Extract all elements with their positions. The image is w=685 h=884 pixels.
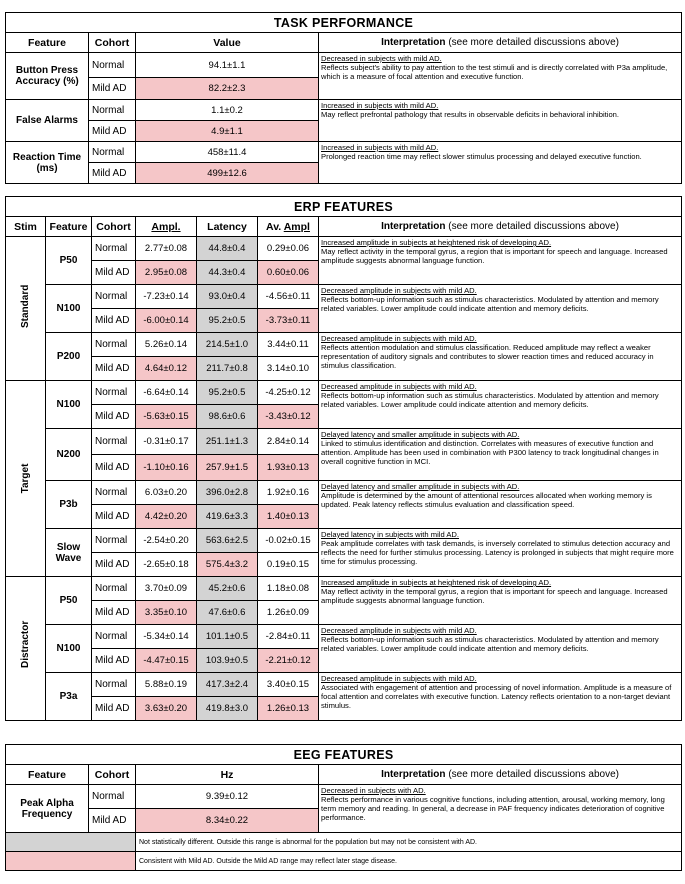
interpretation-text: Reflects bottom-up information such as stimulus characteristics. Modulated by attention and memory related variables. Lower amplitude could indicate attention and memory deficits.	[321, 295, 659, 313]
ampl-normal: -0.31±0.17	[136, 429, 197, 455]
value-mild: 4.9±1.1	[136, 121, 319, 142]
task-cohort-header: Cohort	[89, 33, 136, 53]
interpretation-text: Reflects performance in various cognitive functions, including attention, arousal, working memory, long term memory and reading. In general, a decrease in PAF frequency indicates deterioration of cognitive performance.	[321, 795, 665, 822]
avampl-normal: -0.02±0.15	[258, 529, 319, 553]
feature-name: N100	[46, 625, 92, 673]
feature-name: N100	[46, 381, 92, 429]
erp-avampl-header: Av. Ampl	[258, 217, 319, 237]
cohort-normal: Normal	[89, 785, 136, 809]
table-row	[6, 429, 682, 455]
interpretation-lead: Decreased in subjects with AD.	[321, 786, 426, 795]
stim-label	[6, 577, 46, 721]
interpretation-cell	[319, 785, 682, 833]
cohort-normal: Normal	[92, 673, 136, 697]
avampl-mild: 0.19±0.15	[258, 553, 319, 577]
latency-mild: 47.6±0.6	[197, 601, 258, 625]
cohort-mild: Mild AD	[89, 163, 136, 184]
latency-normal: 44.8±0.4	[197, 237, 258, 261]
erp-ampl-header: Ampl.	[136, 217, 197, 237]
latency-mild: 257.9±1.5	[197, 455, 258, 481]
avampl-normal: -2.84±0.11	[258, 625, 319, 649]
erp-latency-header: Latency	[197, 217, 258, 237]
interpretation-lead: Delayed latency and smaller amplitude in subjects with AD.	[321, 482, 520, 491]
interpretation-text: Reflects attention modulation and stimulus classification. Reduced amplitude may reflect a weaker representation of auditory signals and contributes to slower reaction times and reduced accuracy in stimulus classification.	[321, 343, 654, 370]
table-row	[6, 381, 682, 405]
interpretation-text: Reflects subject's ability to pay attention to the test stimuli and is directly correlated with P3a amplitude, which is a measure of focal attention and executive function.	[321, 63, 668, 81]
feature-name: False Alarms	[6, 100, 89, 142]
value-normal: 9.39±0.12	[136, 785, 319, 809]
legend-grey-swatch	[6, 833, 136, 852]
table-row	[6, 237, 682, 261]
ampl-normal: -5.34±0.14	[136, 625, 197, 649]
cohort-normal: Normal	[89, 142, 136, 163]
cohort-mild: Mild AD	[92, 261, 136, 285]
interpretation-lead: Increased in subjects with mild AD.	[321, 101, 439, 110]
avampl-mild: 1.26±0.13	[258, 697, 319, 721]
interpretation-cell	[319, 53, 682, 100]
ampl-normal: -7.23±0.14	[136, 285, 197, 309]
cohort-normal: Normal	[92, 529, 136, 553]
feature-name: Reaction Time (ms)	[6, 142, 89, 184]
interpretation-text: Prolonged reaction time may reflect slower stimulus processing and delayed executive function.	[321, 152, 642, 161]
stim-label	[6, 381, 46, 577]
table-row	[6, 142, 682, 163]
avampl-normal: 1.92±0.16	[258, 481, 319, 505]
feature-name: Button Press Accuracy (%)	[6, 53, 89, 100]
table-row	[6, 673, 682, 697]
cohort-normal: Normal	[89, 100, 136, 121]
cohort-mild: Mild AD	[92, 505, 136, 529]
eeg-interp-header: Interpretation (see more detailed discussions above)	[319, 765, 682, 785]
value-mild: 8.34±0.22	[136, 809, 319, 833]
value-mild: 499±12.6	[136, 163, 319, 184]
avampl-normal: 3.44±0.11	[258, 333, 319, 357]
ampl-mild: 3.63±0.20	[136, 697, 197, 721]
table-row	[6, 285, 682, 309]
cohort-normal: Normal	[92, 429, 136, 455]
interpretation-cell	[319, 625, 682, 673]
table-row	[6, 577, 682, 601]
interpretation-cell	[319, 673, 682, 721]
cohort-mild: Mild AD	[92, 405, 136, 429]
interpretation-lead: Decreased amplitude in subjects with mild AD.	[321, 674, 477, 683]
cohort-mild: Mild AD	[89, 809, 136, 833]
latency-mild: 103.9±0.5	[197, 649, 258, 673]
interpretation-lead: Decreased amplitude in subjects with mild AD.	[321, 334, 477, 343]
avampl-normal: 0.29±0.06	[258, 237, 319, 261]
cohort-mild: Mild AD	[92, 309, 136, 333]
feature-name: N100	[46, 285, 92, 333]
ampl-mild: -6.00±0.14	[136, 309, 197, 333]
interpretation-lead: Decreased amplitude in subjects with mild AD.	[321, 382, 477, 391]
interpretation-cell	[319, 333, 682, 381]
latency-normal: 563.6±2.5	[197, 529, 258, 553]
avampl-normal: 2.84±0.14	[258, 429, 319, 455]
table-row	[6, 625, 682, 649]
eeg-feature-header: Feature	[6, 765, 89, 785]
table-row	[6, 529, 682, 553]
ampl-mild: 2.95±0.08	[136, 261, 197, 285]
latency-normal: 45.2±0.6	[197, 577, 258, 601]
interpretation-cell	[319, 577, 682, 625]
cohort-mild: Mild AD	[89, 78, 136, 100]
value-normal: 458±11.4	[136, 142, 319, 163]
cohort-mild: Mild AD	[92, 601, 136, 625]
erp-interp-header: Interpretation (see more detailed discussions above)	[319, 217, 682, 237]
stim-label-text: Standard	[20, 284, 31, 328]
avampl-mild: -3.73±0.11	[258, 309, 319, 333]
avampl-mild: 1.40±0.13	[258, 505, 319, 529]
stim-label-text: Target	[20, 463, 31, 494]
latency-normal: 95.2±0.5	[197, 381, 258, 405]
cohort-mild: Mild AD	[92, 553, 136, 577]
value-normal: 94.1±1.1	[136, 53, 319, 78]
avampl-mild: 3.14±0.10	[258, 357, 319, 381]
table-row	[6, 333, 682, 357]
task-feature-header: Feature	[6, 33, 89, 53]
table-row	[6, 53, 682, 78]
avampl-normal: -4.56±0.11	[258, 285, 319, 309]
erp-feature-header: Feature	[46, 217, 92, 237]
cohort-mild: Mild AD	[92, 455, 136, 481]
task-interp-header: Interpretation (see more detailed discussions above)	[319, 33, 682, 53]
ampl-normal: -2.54±0.20	[136, 529, 197, 553]
latency-normal: 93.0±0.4	[197, 285, 258, 309]
avampl-normal: 3.40±0.15	[258, 673, 319, 697]
latency-mild: 419.8±3.0	[197, 697, 258, 721]
interpretation-text: Reflects bottom-up information such as stimulus characteristics. Modulated by attention and memory related variables. Lower amplitude could indicate attention and memory deficits.	[321, 635, 659, 653]
latency-normal: 251.1±1.3	[197, 429, 258, 455]
erp-stim-header: Stim	[6, 217, 46, 237]
latency-mild: 98.6±0.6	[197, 405, 258, 429]
ampl-mild: 4.42±0.20	[136, 505, 197, 529]
eeg-title: EEG FEATURES	[6, 745, 682, 765]
ampl-mild: 4.64±0.12	[136, 357, 197, 381]
ampl-mild: -5.63±0.15	[136, 405, 197, 429]
interpretation-lead: Decreased amplitude in subjects with mild AD.	[321, 626, 477, 635]
erp-title: ERP FEATURES	[6, 197, 682, 217]
latency-normal: 214.5±1.0	[197, 333, 258, 357]
latency-mild: 95.2±0.5	[197, 309, 258, 333]
latency-mild: 44.3±0.4	[197, 261, 258, 285]
feature-name: P50	[46, 237, 92, 285]
legend-pink-swatch	[6, 852, 136, 871]
feature-name: P50	[46, 577, 92, 625]
task-value-header: Value	[136, 33, 319, 53]
avampl-mild: 1.93±0.13	[258, 455, 319, 481]
avampl-mild: 1.26±0.09	[258, 601, 319, 625]
cohort-normal: Normal	[92, 481, 136, 505]
latency-normal: 417.3±2.4	[197, 673, 258, 697]
cohort-mild: Mild AD	[89, 121, 136, 142]
stim-label	[6, 237, 46, 381]
interpretation-lead: Decreased in subjects with mild AD.	[321, 54, 442, 63]
cohort-mild: Mild AD	[92, 357, 136, 381]
interpretation-cell	[319, 529, 682, 577]
avampl-normal: 1.18±0.08	[258, 577, 319, 601]
avampl-mild: -2.21±0.12	[258, 649, 319, 673]
interpretation-cell	[319, 285, 682, 333]
interpretation-lead: Decreased amplitude in subjects with mild AD.	[321, 286, 477, 295]
task-performance-table	[5, 12, 682, 184]
interpretation-lead: Increased amplitude in subjects at heightened risk of developing AD.	[321, 238, 552, 247]
interpretation-text: Peak amplitude correlates with task demands, is inversely correlated to stimulus detection accuracy and reflects the need for further stimulus processing. Latency is prolonged in subjects that might require more time for stimulus processing.	[321, 539, 674, 566]
ampl-normal: -6.64±0.14	[136, 381, 197, 405]
interpretation-lead: Increased in subjects with mild AD.	[321, 143, 439, 152]
value-normal: 1.1±0.2	[136, 100, 319, 121]
value-mild: 82.2±2.3	[136, 78, 319, 100]
avampl-mild: -3.43±0.12	[258, 405, 319, 429]
cohort-normal: Normal	[92, 577, 136, 601]
legend-grey-text: Not statistically different. Outside this range is abnormal for the population but may not be consistent with AD.	[136, 833, 682, 852]
erp-features-table	[5, 196, 682, 721]
ampl-normal: 2.77±0.08	[136, 237, 197, 261]
interpretation-lead: Increased amplitude in subjects at heightened risk of developing AD.	[321, 578, 552, 587]
cohort-normal: Normal	[92, 625, 136, 649]
table-row	[6, 785, 682, 809]
latency-normal: 101.1±0.5	[197, 625, 258, 649]
interpretation-text: Associated with engagement of attention and processing of novel information. Amplitude is a measure of focal attention and correlates with executive function. Latency reflects orientation to a non-target deviant stimulus.	[321, 683, 672, 710]
erp-cohort-header: Cohort	[92, 217, 136, 237]
ampl-normal: 5.26±0.14	[136, 333, 197, 357]
legend-pink-text: Consistent with Mild AD. Outside the Mild AD range may reflect later stage disease.	[136, 852, 682, 871]
ampl-normal: 6.03±0.20	[136, 481, 197, 505]
interpretation-cell	[319, 100, 682, 142]
feature-name: P3a	[46, 673, 92, 721]
eeg-value-header: Hz	[136, 765, 319, 785]
interpretation-cell	[319, 429, 682, 481]
table-row	[6, 481, 682, 505]
ampl-normal: 3.70±0.09	[136, 577, 197, 601]
interpretation-text: Amplitude is determined by the amount of attentional resources allocated when working memory is updated. Peak latency reflects stimulus evaluation and classification speed.	[321, 491, 652, 509]
interpretation-text: Reflects bottom-up information such as stimulus characteristics. Modulated by attention and memory related variables. Lower amplitude could indicate attention and memory deficits.	[321, 391, 659, 409]
interpretation-cell	[319, 381, 682, 429]
cohort-normal: Normal	[92, 381, 136, 405]
ampl-mild: 3.35±0.10	[136, 601, 197, 625]
interpretation-lead: Delayed latency in subjects with mild AD.	[321, 530, 460, 539]
stim-label-text: Distractor	[20, 620, 31, 668]
ampl-mild: -4.47±0.15	[136, 649, 197, 673]
latency-normal: 396.0±2.8	[197, 481, 258, 505]
ampl-normal: 5.88±0.19	[136, 673, 197, 697]
cohort-mild: Mild AD	[92, 697, 136, 721]
cohort-normal: Normal	[89, 53, 136, 78]
cohort-normal: Normal	[92, 285, 136, 309]
interpretation-cell	[319, 142, 682, 184]
interpretation-lead: Delayed latency and smaller amplitude in subjects with AD.	[321, 430, 520, 439]
latency-mild: 211.7±0.8	[197, 357, 258, 381]
ampl-mild: -2.65±0.18	[136, 553, 197, 577]
feature-name: P200	[46, 333, 92, 381]
interpretation-cell	[319, 481, 682, 529]
eeg-features-table	[5, 744, 682, 871]
interpretation-text: May reflect activity in the temporal gyrus, a region that is important for speech and language. Increased amplitude suggests abnormal language function.	[321, 587, 668, 605]
ampl-mild: -1.10±0.16	[136, 455, 197, 481]
interpretation-text: May reflect prefrontal pathology that results in observable deficits in behavioral inhibition.	[321, 110, 620, 119]
latency-mild: 419.6±3.3	[197, 505, 258, 529]
feature-name: P3b	[46, 481, 92, 529]
interpretation-cell	[319, 237, 682, 285]
feature-name: Peak Alpha Frequency	[6, 785, 89, 833]
avampl-normal: -4.25±0.12	[258, 381, 319, 405]
eeg-cohort-header: Cohort	[89, 765, 136, 785]
interpretation-text: May reflect activity in the temporal gyrus, a region that is important for speech and language. Increased amplitude suggests abnormal language function.	[321, 247, 668, 265]
cohort-normal: Normal	[92, 237, 136, 261]
table-row	[6, 100, 682, 121]
avampl-mild: 0.60±0.06	[258, 261, 319, 285]
task-title: TASK PERFORMANCE	[6, 13, 682, 33]
interpretation-text: Linked to stimulus identification and distinction. Correlates with measures of executive function and attention. Amplitude has been used in combination with P300 latency to track longitudinal changes in overall cognitive function in MCI.	[321, 439, 659, 466]
feature-name: Slow Wave	[46, 529, 92, 577]
feature-name: N200	[46, 429, 92, 481]
cohort-mild: Mild AD	[92, 649, 136, 673]
latency-mild: 575.4±3.2	[197, 553, 258, 577]
cohort-normal: Normal	[92, 333, 136, 357]
